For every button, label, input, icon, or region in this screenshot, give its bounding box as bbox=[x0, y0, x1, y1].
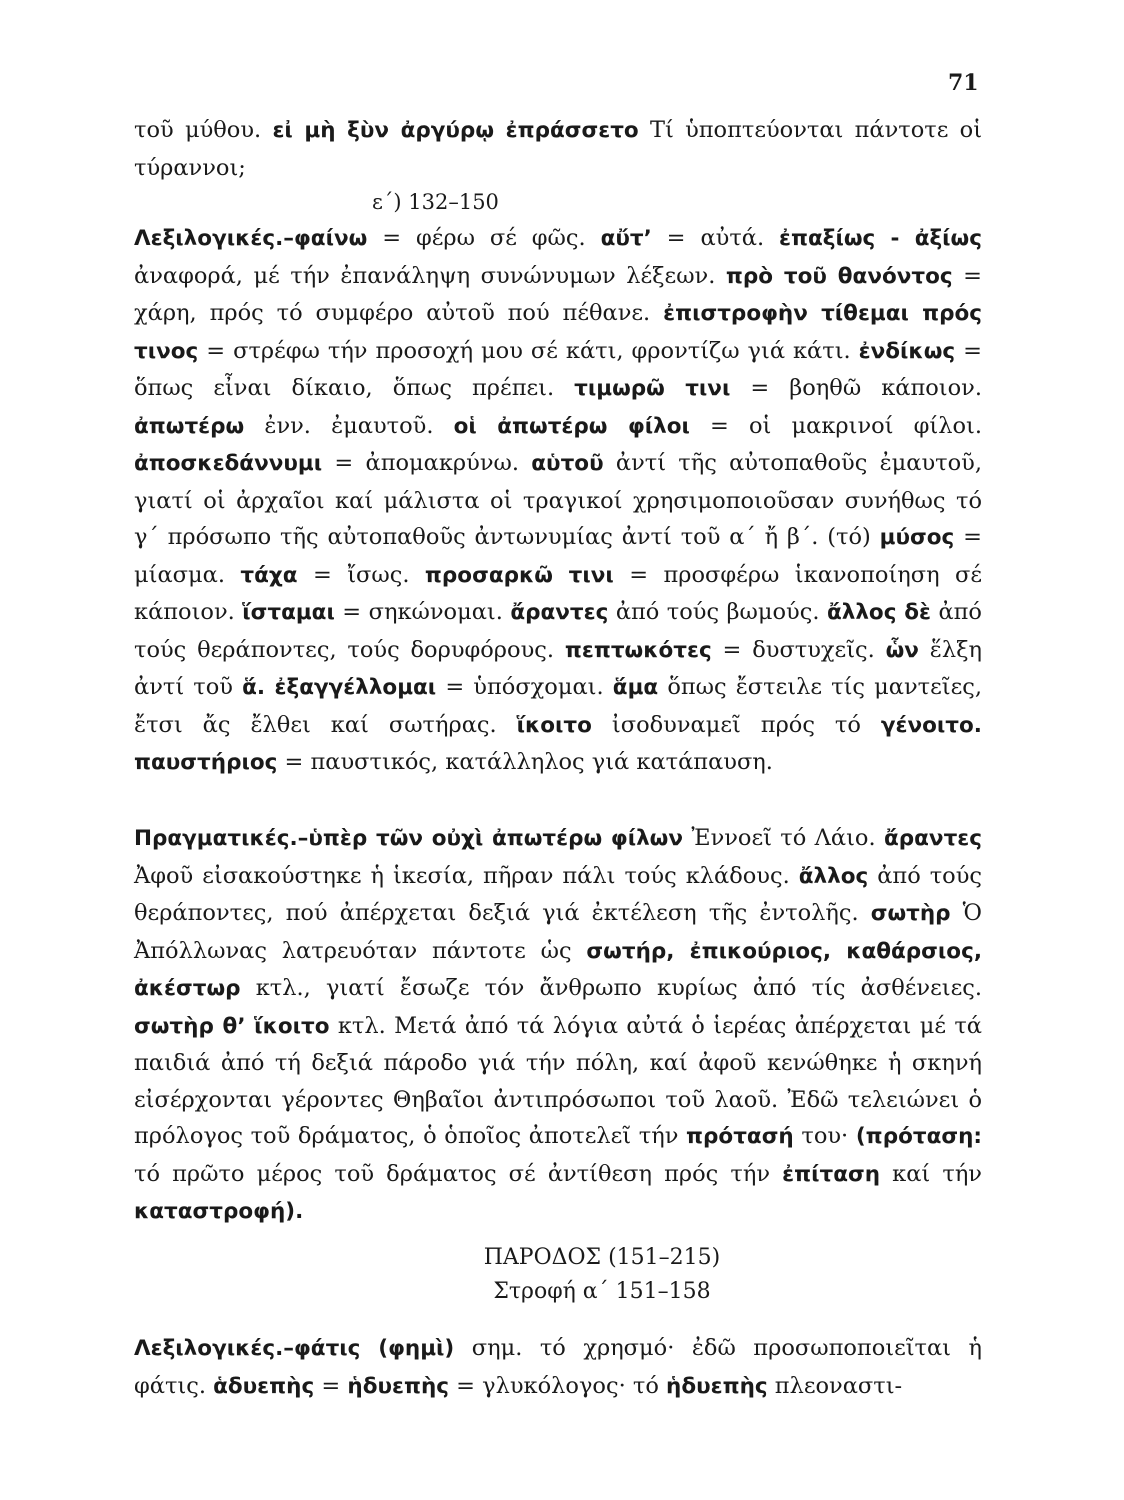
bold-term: ἄραντες bbox=[884, 826, 983, 851]
text-run: κτλ. Μετά ἀπό τά λόγια αὐτά ὁ ἱερέας ἀπέρχεται μέ τά παιδιά ἀπό τή δεξιά πάροδο γιά τήν πόλη, καί ἀφοῦ κενώθηκε ἡ σκηνή εἰσέρχονται γέροντες Θηβαῖοι ἀντιπρόσωποι τοῦ λαοῦ. Ἐδῶ τελειώνει ὁ πρόλογος τοῦ δράματος, ὁ ὁποῖος ἀποτελεῖ τήν bbox=[134, 1012, 982, 1149]
text-run: τό πρῶτο μέρος τοῦ δράματος σέ ἀντίθεση πρός τήν bbox=[134, 1160, 783, 1187]
text-run: = ὑπόσχομαι. bbox=[436, 674, 613, 700]
text-run: Ἐννοεῖ τό Λάιο. bbox=[683, 825, 884, 851]
bold-term: ἐπίταση bbox=[782, 1161, 881, 1187]
bold-term: μύσος bbox=[879, 525, 955, 550]
heading-parodos: ΠΑΡΟΔΟΣ (151–215) bbox=[483, 1245, 721, 1270]
bold-term: τιμωρῶ τινι bbox=[574, 376, 731, 401]
bold-term: ἵκοιτο bbox=[516, 712, 592, 738]
bold-term: ἐπιστροφὴν τίθεμαι πρός τινος bbox=[134, 301, 983, 364]
paragraph-factual bbox=[134, 820, 982, 1231]
text-run: σημ. τό χρησμό· ἐδῶ προσωποποιεῖται ἡ φάτις. bbox=[134, 1335, 982, 1399]
text-run: = μίασμα. bbox=[134, 524, 982, 588]
bold-term: (πρόταση: bbox=[855, 1124, 982, 1149]
bold-term: ὧν bbox=[885, 637, 919, 663]
text-run: = σηκώνομαι. bbox=[334, 599, 511, 625]
bold-term: γένοιτο. παυστήριος bbox=[134, 712, 982, 775]
text-run: καί τήν bbox=[880, 1160, 982, 1187]
bold-term: ἵσταμαι bbox=[242, 600, 335, 625]
text-run: ἀπό τούς θεράποντες, τούς δορυφόρους. bbox=[134, 599, 982, 663]
bold-term: ἀπωτέρω bbox=[134, 413, 245, 439]
text-run: = δυστυχεῖς. bbox=[711, 636, 886, 663]
text-run: = ἀπομακρύνω. bbox=[322, 450, 532, 476]
bold-term: ἀποσκεδάννυμι bbox=[134, 451, 323, 476]
page-number: 71 bbox=[948, 70, 979, 96]
bold-term: Πραγματικές.–ὑπὲρ τῶν οὐχὶ ἀπωτέρω φίλων bbox=[134, 826, 684, 851]
text-run: ἕλξη ἀντί τοῦ bbox=[134, 636, 982, 700]
text-run: Ἀφοῦ εἰσακούστηκε ἡ ἱκεσία, πῆραν πάλι τούς κλάδους. bbox=[134, 862, 799, 889]
bold-term: αὑτοῦ bbox=[531, 451, 604, 476]
text-run: = γλυκόλογος· τό bbox=[449, 1372, 667, 1399]
bold-term: ἐπαξίως - ἀξίως bbox=[779, 226, 982, 251]
bold-term: σωτήρ, ἐπικούριος, καθάρσιος, ἀκέστωρ bbox=[134, 938, 982, 1001]
text-run: = οἱ μακρινοί φίλοι. bbox=[689, 412, 982, 439]
text-run: ἀπό τούς βωμούς. bbox=[608, 599, 827, 625]
text-run: ἐνν. ἐμαυτοῦ. bbox=[244, 412, 454, 439]
text-run: = στρέφω τήν προσοχή μου σέ κάτι, φροντίζω γιά κάτι. bbox=[198, 337, 859, 364]
bold-term: προσαρκῶ τινι bbox=[424, 562, 614, 588]
bold-term: ἄραντες bbox=[510, 600, 609, 625]
text-run: Τί ὑποπτεύονται πάντοτε οἱ τύραννοι; bbox=[134, 117, 983, 181]
text-run: = bbox=[314, 1372, 348, 1399]
text-run: = βοηθῶ κάποιον. bbox=[730, 375, 982, 401]
text-run: του· bbox=[793, 1123, 856, 1149]
text-run: ἀντί τῆς αὐτοπαθοῦς ἐμαυτοῦ, γιατί οἱ ἀρχαῖοι καί μάλιστα οἱ τραγικοί χρησιμοποιοῦσαν συνήθως τό γ΄ πρόσωπο τῆς αὐτοπαθοῦς ἀντωνυμίας ἀντί τοῦ α΄ ἤ β΄. (τό) bbox=[134, 450, 982, 550]
text-run: = χάρη, πρός τό συμφέρο αὐτοῦ πού πέθανε. bbox=[134, 262, 982, 326]
bold-term: ἡδυεπὴς bbox=[666, 1373, 768, 1399]
text-run: = ἴσως. bbox=[297, 561, 425, 588]
text-run: = παυστικός, κατάλληλος γιά κατάπαυση. bbox=[277, 749, 773, 775]
text-run: ὅπως ἔστειλε τίς μαντεῖες, ἔτσι ἄς ἔλθει καί σωτήρας. bbox=[134, 674, 982, 738]
paragraph-lexical-parodos bbox=[134, 1330, 982, 1405]
text-run: = ὅπως εἶναι δίκαιο, ὅπως πρέπει. bbox=[134, 337, 982, 401]
paragraph-intro bbox=[134, 112, 982, 186]
bold-term: ἁδυεπὴς bbox=[213, 1373, 315, 1399]
bold-term: πρὸ τοῦ θανόντος bbox=[725, 263, 953, 289]
bold-term: οἱ ἀπωτέρω φίλοι bbox=[453, 413, 690, 439]
bold-term: ἅμα bbox=[612, 675, 659, 700]
section-heading-e: ε΄) 132–150 bbox=[372, 190, 499, 214]
bold-term: ἄλλος bbox=[798, 863, 869, 889]
bold-term: αὔτ’ bbox=[600, 226, 652, 251]
bold-term: πεπτωκότες bbox=[564, 637, 712, 663]
bold-term: ἅ. ἐξαγγέλλομαι bbox=[242, 675, 437, 700]
bold-term: ἄλλος δὲ bbox=[826, 600, 931, 625]
text-run: ἰσοδυναμεῖ πρός τό bbox=[591, 711, 881, 738]
text-run: πλεοναστι- bbox=[767, 1372, 903, 1399]
bold-term: ἡδυεπὴς bbox=[347, 1373, 450, 1399]
text-run: = αὐτά. bbox=[651, 225, 780, 251]
text-run: Ὁ Ἀπόλλωνας λατρευόταν πάντοτε ὡς bbox=[134, 900, 982, 964]
heading-strophe: Στροφή α΄ 151–158 bbox=[493, 1279, 711, 1304]
text-run: τοῦ μύθου. bbox=[134, 117, 262, 143]
paragraph-lexical bbox=[134, 220, 982, 782]
text-run: = φέρω σέ φῶς. bbox=[367, 225, 601, 251]
bold-term: ἐνδίκως bbox=[858, 338, 956, 364]
bold-term: σωτὴρ bbox=[870, 901, 951, 926]
bold-term: εἰ μὴ ξὺν ἀργύρῳ ἐπράσσετο bbox=[272, 118, 639, 143]
bold-term: Λεξιλογικές.–φάτις (φημὶ) bbox=[134, 1336, 455, 1361]
bold-term: πρότασή bbox=[686, 1124, 794, 1149]
bold-term: Λεξιλογικές.–φαίνω bbox=[134, 226, 368, 251]
text-run: ἀναφορά, μέ τήν ἐπανάληψη συνώνυμων λέξεων. bbox=[134, 262, 726, 289]
bold-term: καταστροφή). bbox=[134, 1199, 304, 1224]
text-run: κτλ., γιατί ἔσωζε τόν ἄνθρωπο κυρίως ἀπό τίς ἀσθένειες. bbox=[240, 975, 982, 1001]
bold-term: σωτὴρ θ’ ἵκοιτο bbox=[134, 1013, 330, 1039]
text-run: ἀπό τούς θεράποντες, πού ἀπέρχεται δεξιά γιά ἐκτέλεση τῆς ἐντολῆς. bbox=[134, 862, 983, 926]
bold-term: τάχα bbox=[240, 562, 298, 588]
text-run: = προσφέρω ἱκανοποίηση σέ κάποιον. bbox=[134, 561, 983, 625]
